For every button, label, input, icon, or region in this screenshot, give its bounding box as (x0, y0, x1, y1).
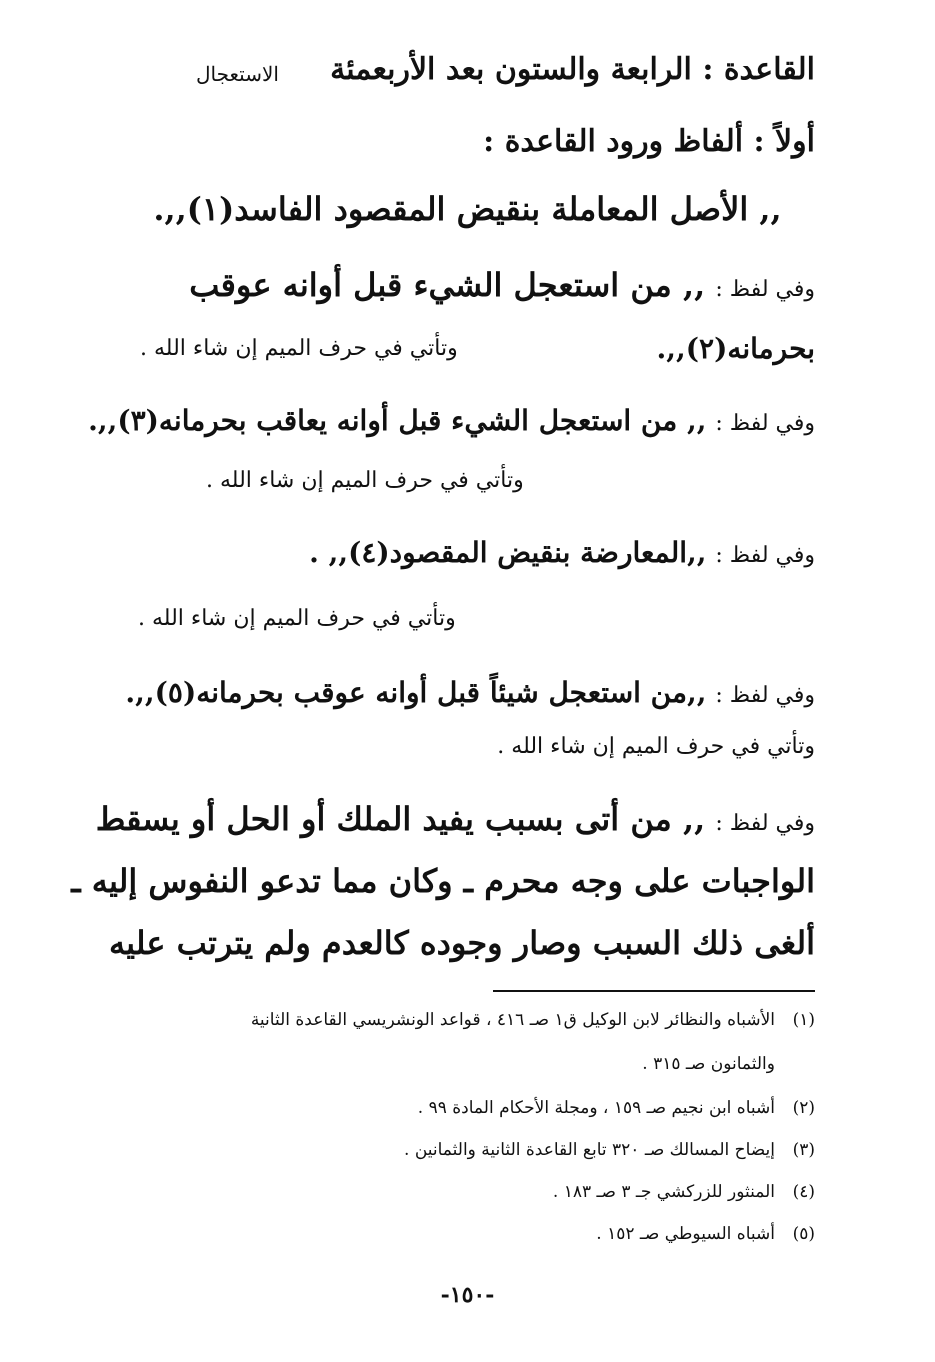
footnote-5 (596, 1224, 815, 1244)
page-header-title: القاعدة : الرابعة والستون بعد الأربعمئة (330, 52, 815, 87)
footnote-number: (٢) (792, 1098, 815, 1118)
footnote-1-continuation: والثمانون صـ ٣١٥ . (642, 1054, 775, 1074)
page-header-subject: الاستعجال (196, 62, 279, 86)
variant-prefix: وفي لفظ : (715, 543, 815, 568)
footnote-text: المنثور للزركشي جـ ٣ صـ ١٨٣ . (552, 1182, 775, 1202)
variant-3-note: وتأتي في حرف الميم إن شاء الله . (138, 606, 456, 631)
footnote-1 (251, 1010, 815, 1030)
variant-quote: ,, من أتى بسبب يفيد الملك أو الحل أو يسقط (95, 800, 706, 838)
footnote-text: إيضاح المسالك صـ ٣٢٠ تابع القاعدة الثانية والثمانين . (404, 1140, 775, 1160)
rule-text: ,, الأصل المعاملة بنقيض المقصود الفاسد(١),,. (153, 190, 782, 228)
variant-5-line-2: الواجبات على وجه محرم ـ وكان مما تدعو النفوس إليه ـ (71, 862, 815, 900)
footnote-text: الأشباه والنظائر لابن الوكيل ق١ صـ ٤١٦ ، قواعد الونشريسي القاعدة الثانية (250, 1010, 775, 1030)
variant-4-note: وتأتي في حرف الميم إن شاء الله . (497, 734, 815, 759)
footnote-number: (٥) (792, 1224, 815, 1244)
variant-prefix: وفي لفظ : (715, 811, 815, 836)
variant-2-line-1 (88, 404, 815, 437)
footnote-text: أشباه السيوطي صـ ١٥٢ . (596, 1224, 775, 1244)
variant-quote: ,, من استعجل الشيء قبل أوانه عوقب (189, 266, 706, 304)
footnote-text: أشباه ابن نجيم صـ ١٥٩ ، ومجلة الأحكام المادة ٩٩ . (417, 1098, 775, 1118)
footnote-number: (٤) (792, 1182, 815, 1202)
variant-prefix: وفي لفظ : (715, 683, 815, 708)
footnote-number: (٣) (792, 1140, 815, 1160)
variant-prefix: وفي لفظ : (715, 277, 815, 302)
section-heading: أولاً : ألفاظ ورود القاعدة : (483, 124, 815, 159)
footnote-separator (493, 990, 815, 992)
variant-prefix: وفي لفظ : (715, 411, 815, 436)
page-number: -١٥٠- (440, 1282, 495, 1308)
variant-quote: ,,المعارضة بنقيض المقصود(٤),, . (309, 536, 707, 569)
variant-3-line-1 (309, 536, 815, 569)
variant-2-note: وتأتي في حرف الميم إن شاء الله . (206, 468, 524, 493)
footnote-2 (418, 1098, 815, 1118)
variant-quote: ,, من استعجل الشيء قبل أوانه يعاقب بحرمانه(٣),,. (88, 404, 707, 437)
footnote-number: (١) (792, 1010, 815, 1030)
footnote-4 (553, 1182, 815, 1202)
footnote-3 (404, 1140, 815, 1160)
variant-4-line-1 (125, 676, 815, 709)
variant-quote: ,,من استعجل شيئاً قبل أوانه عوقب بحرمانه(٥),,. (125, 676, 707, 709)
variant-5-line-3: ألغى ذلك السبب وصار وجوده كالعدم ولم يترتب عليه (108, 924, 815, 962)
variant-1-line-2: بحرمانه(٢),,. (656, 332, 815, 365)
variant-5-line-1 (96, 800, 815, 838)
variant-1-line-1 (189, 266, 815, 304)
variant-1-note: وتأتي في حرف الميم إن شاء الله . (140, 336, 458, 361)
